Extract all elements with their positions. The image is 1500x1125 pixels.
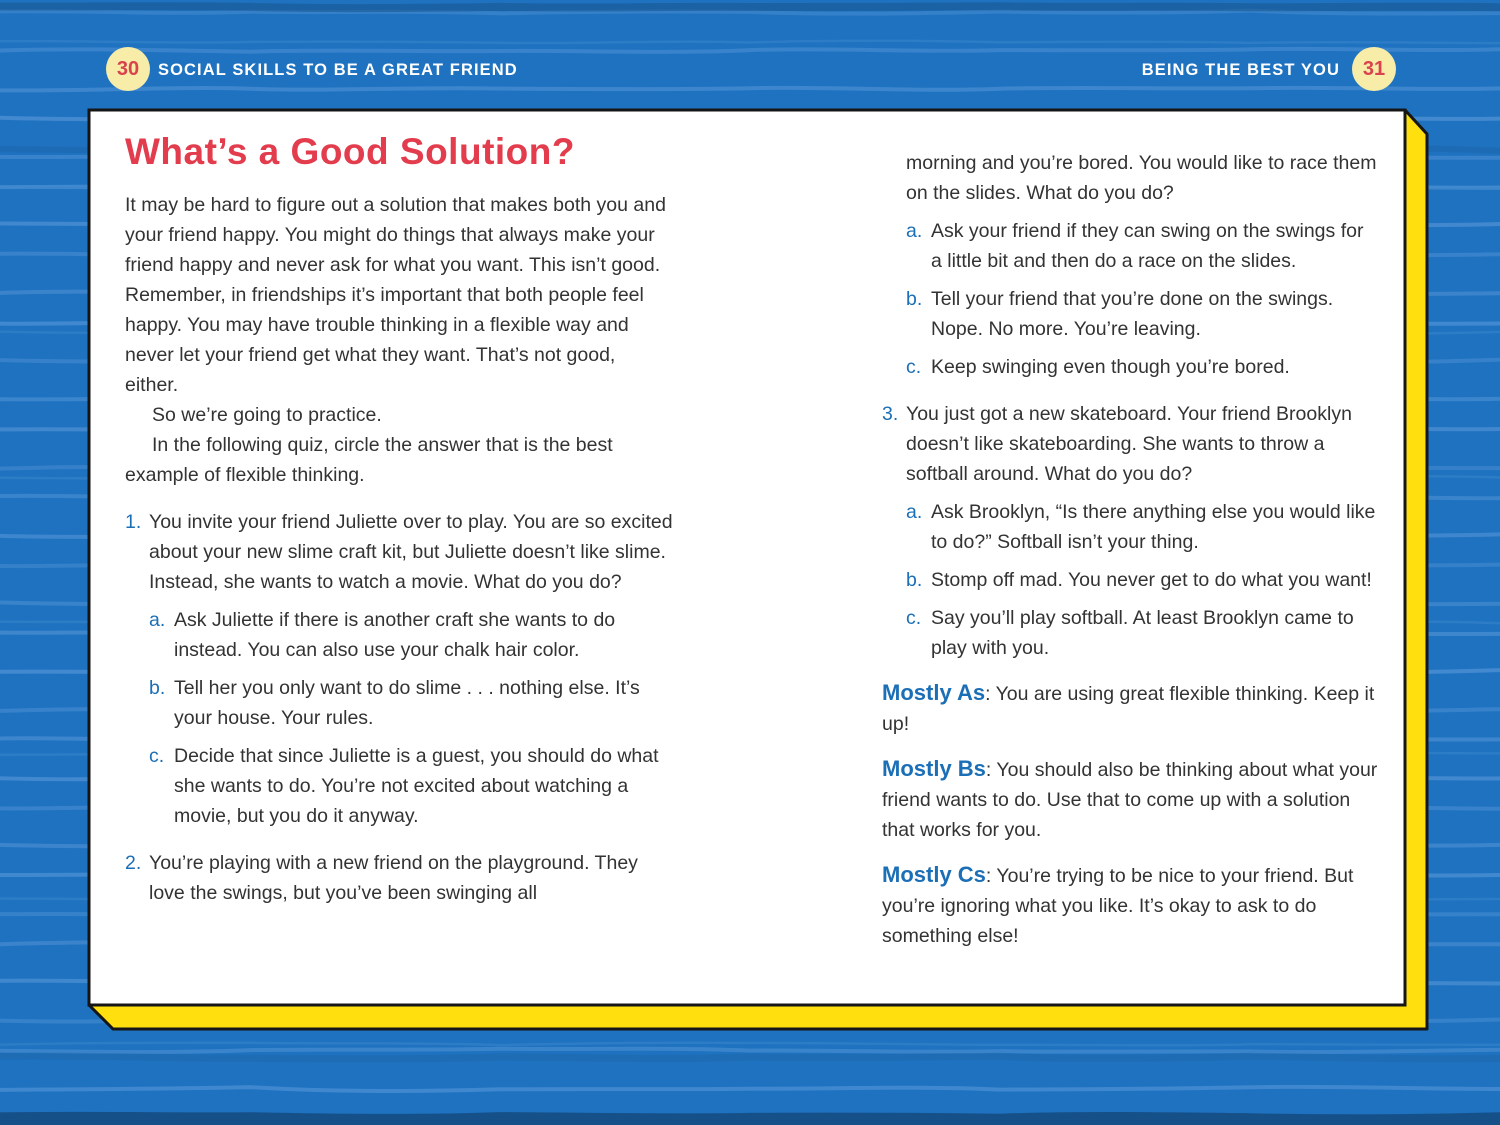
intro-paragraph-3: In the following quiz, circle the answer that is the best example of flexible thinking. bbox=[125, 434, 613, 486]
running-header-right: BEING THE BEST YOU bbox=[1141, 61, 1340, 79]
question-2-option-c bbox=[906, 352, 1378, 382]
option-letter: c. bbox=[906, 356, 922, 378]
option-letter: a. bbox=[149, 609, 166, 631]
page-number-badge-right bbox=[1352, 47, 1396, 91]
question-3-text: You just got a new skateboard. Your friend Brooklyn doesn’t like skateboarding. She wants to throw a softball around. What do you do? bbox=[906, 403, 1352, 485]
question-1-option-a bbox=[149, 605, 673, 665]
page-number-left: 30 bbox=[116, 57, 140, 80]
option-text: Tell her you only want to do slime . . . nothing else. It’s your house. Your rules. bbox=[174, 677, 640, 729]
result-label: Mostly Cs bbox=[882, 862, 986, 887]
article-title: What’s a Good Solution? bbox=[125, 131, 575, 172]
question-2-option-a bbox=[906, 216, 1378, 276]
question-3-number: 3. bbox=[882, 403, 899, 425]
intro-paragraph-1: It may be hard to figure out a solution that makes both you and your friend happy. You might do things that always make your friend happy and never ask for what you want. This isn’t good. Remember, in friendships it’s important that both people feel happy. You may have trouble thinking in a flexible way and never let your friend get what they want. That’s not good, either. bbox=[125, 194, 666, 396]
result-mostly-cs bbox=[882, 860, 1378, 951]
option-text: Say you’ll play softball. At least Brooklyn came to play with you. bbox=[931, 607, 1354, 659]
quiz-question-1 bbox=[125, 507, 673, 831]
option-letter: b. bbox=[906, 569, 923, 591]
question-2-number: 2. bbox=[125, 852, 142, 874]
question-1-number: 1. bbox=[125, 511, 142, 533]
option-letter: b. bbox=[906, 288, 923, 310]
option-text: Tell your friend that you’re done on the swings. Nope. No more. You’re leaving. bbox=[931, 288, 1334, 340]
option-letter: c. bbox=[906, 607, 922, 629]
quiz-question-2-start bbox=[125, 848, 673, 908]
option-text: Decide that since Juliette is a guest, you should do what she wants to do. You’re not excited about watching a movie, but you do it anyway. bbox=[174, 745, 659, 827]
question-3-options bbox=[906, 497, 1378, 663]
page-number-right: 31 bbox=[1362, 57, 1386, 80]
option-text: Ask your friend if they can swing on the swings for a little bit and then do a race on the slides. bbox=[931, 220, 1364, 272]
option-text: Keep swinging even though you’re bored. bbox=[931, 356, 1290, 378]
question-1-option-b bbox=[149, 673, 673, 733]
option-letter: b. bbox=[149, 677, 166, 699]
option-letter: a. bbox=[906, 501, 923, 523]
result-text: : You should also be thinking about what your friend wants to do. Use that to come up with a solution that works for you. bbox=[882, 759, 1378, 841]
left-column bbox=[125, 130, 673, 908]
option-text: Stomp off mad. You never get to do what you want! bbox=[931, 569, 1372, 591]
intro-paragraph-2: So we’re going to practice. bbox=[152, 404, 382, 426]
right-column bbox=[882, 148, 1378, 951]
result-text: : You’re trying to be nice to your friend. But you’re ignoring what you like. It’s okay to ask to do something else! bbox=[882, 865, 1354, 947]
quiz-question-3 bbox=[882, 399, 1378, 663]
question-2-text-part2: morning and you’re bored. You would like to race them on the slides. What do you do? bbox=[906, 152, 1377, 204]
question-2-options bbox=[906, 216, 1378, 382]
result-text: : You are using great flexible thinking. Keep it up! bbox=[882, 683, 1375, 735]
question-1-text: You invite your friend Juliette over to play. You are so excited about your new slime craft kit, but Juliette doesn’t like slime. Instead, she wants to watch a movie. What do you do? bbox=[149, 511, 673, 593]
result-label: Mostly As bbox=[882, 680, 986, 705]
option-letter: c. bbox=[149, 745, 165, 767]
question-3-option-c bbox=[906, 603, 1378, 663]
result-mostly-bs bbox=[882, 754, 1378, 845]
question-2-option-b bbox=[906, 284, 1378, 344]
question-1-option-c bbox=[149, 741, 673, 831]
running-header-left: SOCIAL SKILLS TO BE A GREAT FRIEND bbox=[158, 61, 518, 79]
question-1-options bbox=[149, 605, 673, 831]
question-2-text-part1: You’re playing with a new friend on the playground. They love the swings, but you’ve been swinging all bbox=[149, 852, 638, 904]
question-3-option-a bbox=[906, 497, 1378, 557]
option-letter: a. bbox=[906, 220, 923, 242]
option-text: Ask Brooklyn, “Is there anything else you would like to do?” Softball isn’t your thing. bbox=[931, 501, 1376, 553]
question-3-option-b bbox=[906, 565, 1378, 595]
result-mostly-as bbox=[882, 678, 1378, 739]
result-label: Mostly Bs bbox=[882, 756, 986, 781]
option-text: Ask Juliette if there is another craft she wants to do instead. You can also use your chalk hair color. bbox=[174, 609, 616, 661]
page-number-badge-left bbox=[106, 47, 150, 91]
